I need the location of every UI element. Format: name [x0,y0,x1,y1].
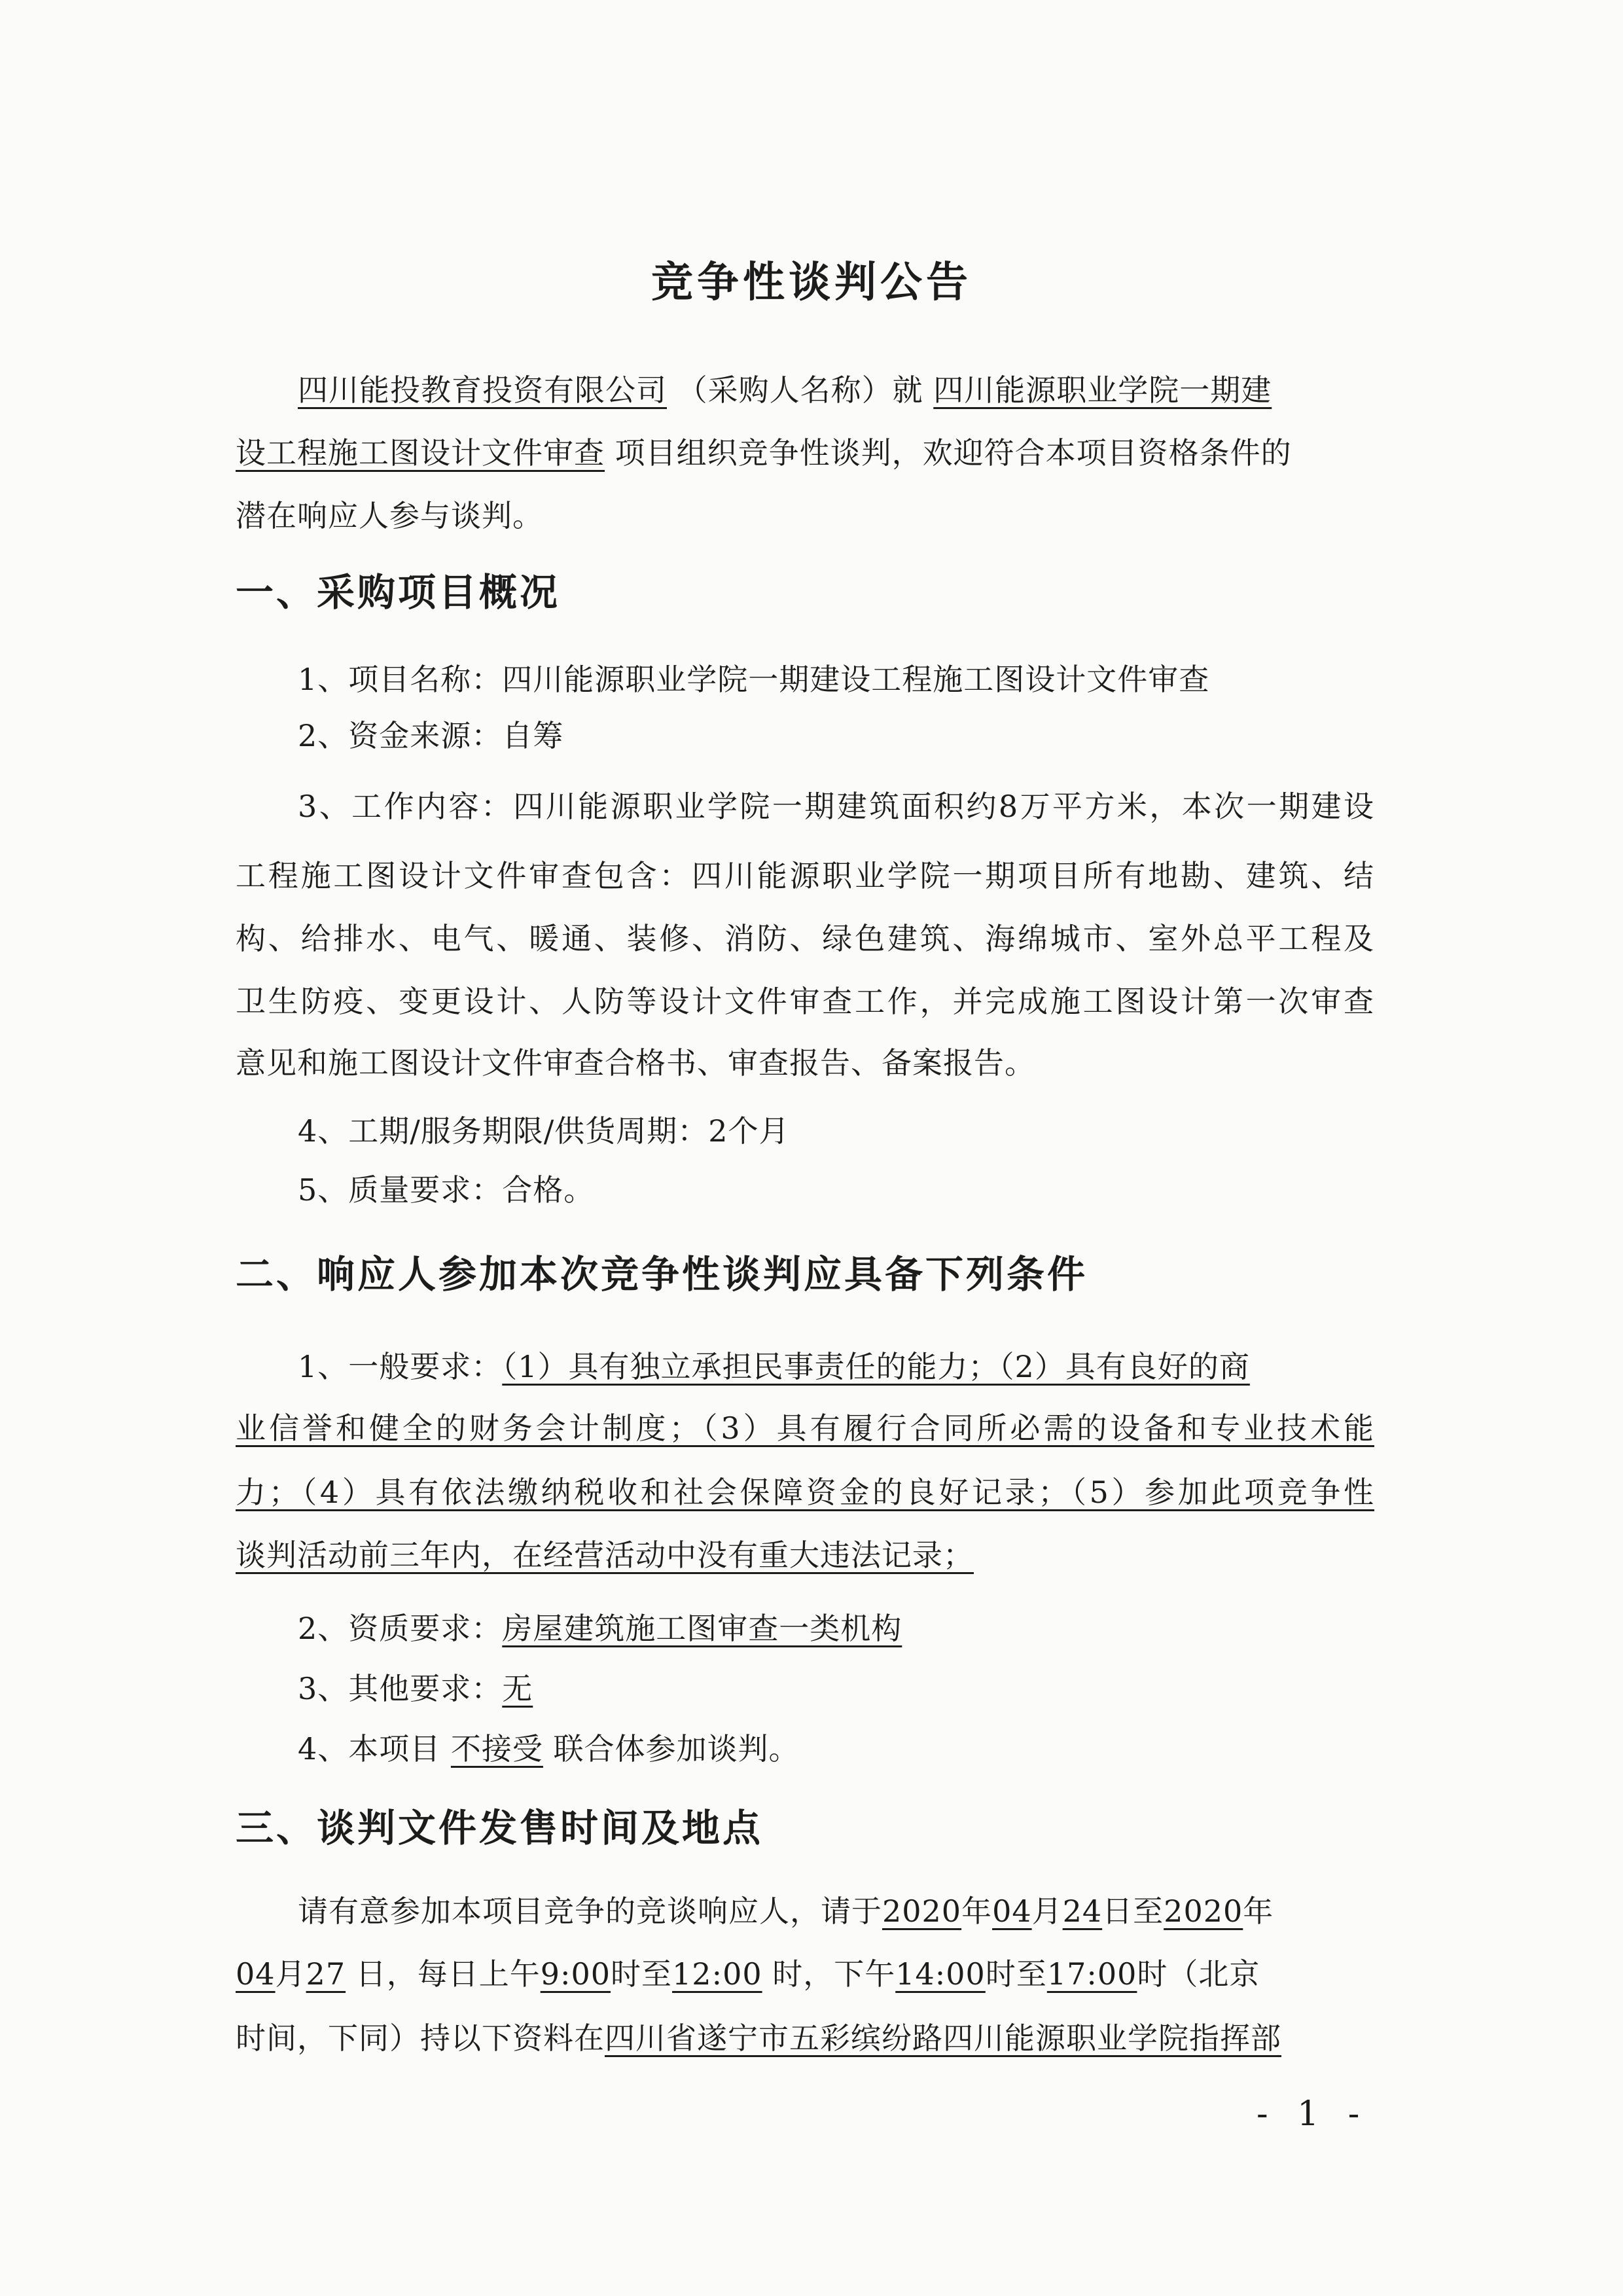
s1-item-5: 5、质量要求：合格。 [298,1172,595,1208]
project-name-part2: 设工程施工图设计文件审查 [236,435,605,471]
consortium-value: 不接受 [450,1731,543,1767]
intro-line-2: 设工程施工图设计文件审查 项目组织竞争性谈判，欢迎符合本项目资格条件的 [236,435,1292,471]
s1-item-3-line-4: 卫生防疫、变更设计、人防等设计文件审查工作，并完成施工图设计第一次审查 [236,984,1374,1019]
s1-item-2: 2、资金来源：自筹 [298,718,564,753]
s1-item-3-line-3: 构、给排水、电气、暖通、装修、消防、绿色建筑、海绵城市、室外总平工程及 [236,921,1374,956]
s1-item-1: 1、项目名称：四川能源职业学院一期建设工程施工图设计文件审查 [298,662,1210,697]
sale-location: 四川省遂宁市五彩缤纷路四川能源职业学院指挥部 [605,2020,1281,2056]
project-name-part1: 四川能源职业学院一期建 [933,372,1272,408]
s2-item-1-line-2: 业信誉和健全的财务会计制度；（3）具有履行合同所必需的设备和专业技术能 [236,1410,1374,1446]
section-3-heading: 三、谈判文件发售时间及地点 [236,1806,764,1850]
s3-line-2: 04月27 日，每日上午9:00时至12:00 时，下午14:00时至17:00时（北京 [236,1956,1260,1992]
s2-item-2: 2、资质要求：房屋建筑施工图审查一类机构 [298,1611,902,1646]
intro-line-1: 四川能投教育投资有限公司 （采购人名称）就 四川能源职业学院一期建 [298,372,1272,408]
intro-line-3: 潜在响应人参与谈判。 [236,498,543,533]
s3-line-3: 时间，下同）持以下资料在四川省遂宁市五彩缤纷路四川能源职业学院指挥部 [236,2020,1281,2056]
section-2-heading: 二、响应人参加本次竞争性谈判应具备下列条件 [236,1252,1088,1297]
other-requirement-value: 无 [502,1671,533,1706]
s2-item-1-line-4: 谈判活动前三年内，在经营活动中没有重大违法记录； [236,1537,974,1573]
section-1-heading: 一、采购项目概况 [236,570,561,615]
s1-item-3-line-2: 工程施工图设计文件审查包含：四川能源职业学院一期项目所有地勘、建筑、结 [236,858,1374,893]
s2-item-1-line-3: 力；（4）具有依法缴纳税收和社会保障资金的良好记录；（5）参加此项竞争性 [236,1475,1374,1510]
qualification-value: 房屋建筑施工图审查一类机构 [502,1611,902,1646]
s3-line-1: 请有意参加本项目竞争的竞谈响应人，请于2020年04月24日至2020年 [298,1893,1274,1929]
s1-item-3-line-1: 3、工作内容：四川能源职业学院一期建筑面积约8万平方米，本次一期建设 [298,789,1374,824]
s1-item-3-line-5: 意见和施工图设计文件审查合格书、审查报告、备案报告。 [236,1045,1035,1081]
page-number: - 1 - [1257,2094,1369,2134]
s2-item-1-line-1: 1、一般要求：（1）具有独立承担民事责任的能力；（2）具有良好的商 [298,1349,1250,1384]
purchaser-name: 四川能投教育投资有限公司 [298,372,667,408]
s1-item-4: 4、工期/服务期限/供货周期：2个月 [298,1113,790,1149]
s2-item-3: 3、其他要求：无 [298,1671,533,1706]
document-title: 竞争性谈判公告 [651,258,972,307]
s2-item-4: 4、本项目 不接受 联合体参加谈判。 [298,1731,800,1767]
